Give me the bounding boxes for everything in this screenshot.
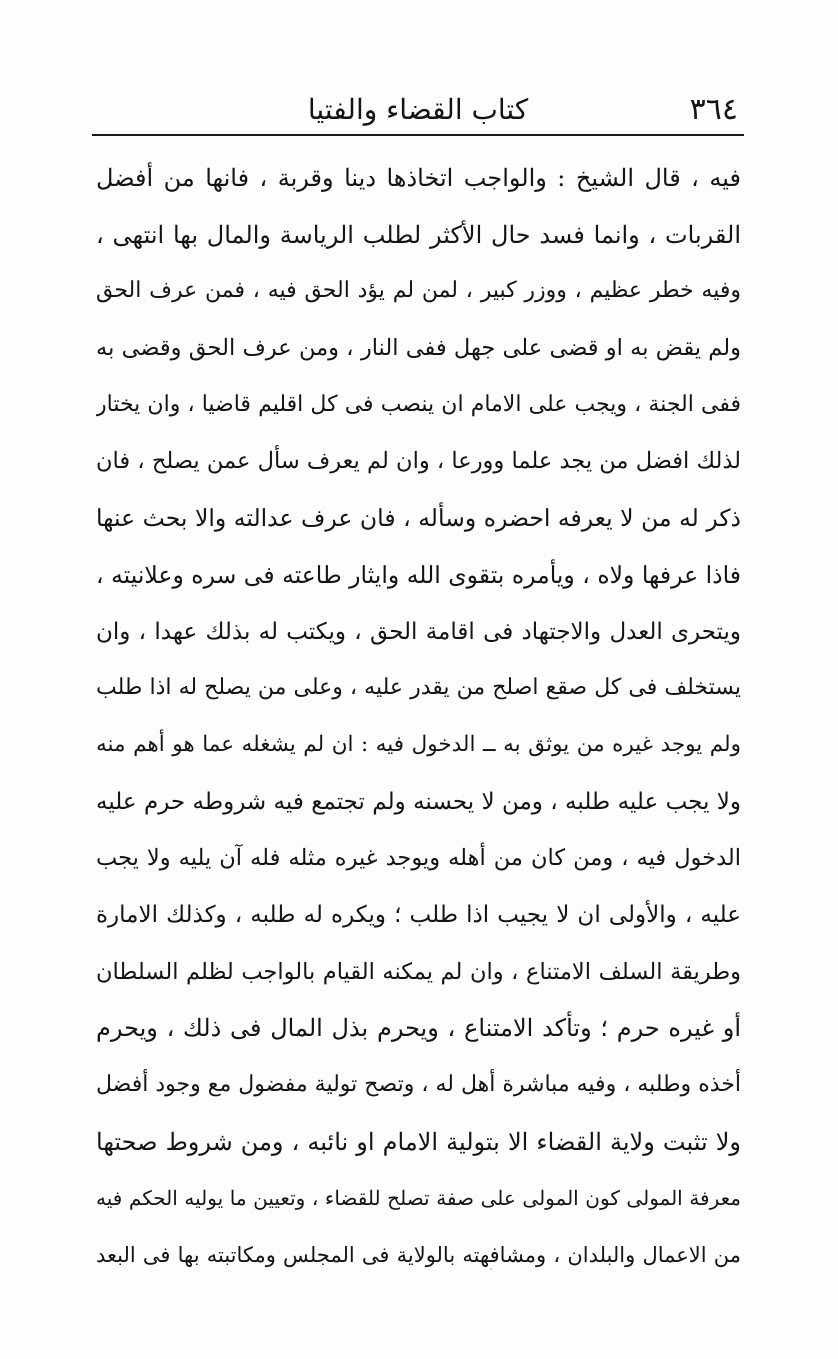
text-line: فيه ، قال الشيخ : والواجب اتخاذها دينا وقربة ، فانها من أفضل <box>96 164 741 192</box>
page-number: ٣٦٤ <box>689 92 738 127</box>
running-title: كتاب القضاء والفتيا <box>307 93 529 126</box>
text-line: وفيه خطر عظيم ، ووزر كبير ، لمن لم يؤد الحق فيه ، فمن عرف الحق <box>96 278 741 304</box>
text-line: فاذا عرفها ولاه ، ويأمره بتقوى الله وايثار طاعته فى سره وعلانيته ، <box>96 560 741 589</box>
text-line: ولم يقض به او قضى على جهل ففى النار ، ومن عرف الحق وقضى به <box>96 335 741 362</box>
text-line: وطريقة السلف الامتناع ، وان لم يمكنه القيام بالواجب لظلم السلطان <box>96 958 741 985</box>
page-header <box>92 88 744 134</box>
text-line: لذلك افضل من يجد علما وورعا ، وان لم يعرف سأل عمن يصلح ، فان <box>96 448 741 475</box>
text-line: ذكر له من لا يعرفه احضره وسأله ، فان عرف عدالته والا بحث عنها <box>96 504 741 533</box>
text-line: ولا تثبت ولاية القضاء الا بتولية الامام او نائبه ، ومن شروط صحتها <box>96 1127 741 1156</box>
header-rule <box>92 134 744 136</box>
body-text <box>96 150 741 1284</box>
text-line: يستخلف فى كل صقع اصلح من يقدر عليه ، وعلى من يصلح له اذا طلب <box>96 675 741 701</box>
text-line: ففى الجنة ، ويجب على الامام ان ينصب فى كل اقليم قاضيا ، وان يختار <box>96 391 741 417</box>
text-line: أخذه وطلبه ، وفيه مباشرة أهل له ، وتصح تولية مفضول مع وجود أفضل <box>96 1072 741 1097</box>
text-line: القربات ، وانما فسد حال الأكثر لطلب الرياسة والمال بها انتهى ، <box>96 220 741 249</box>
paper-speck <box>490 1268 492 1270</box>
text-line: أو غيره حرم ؛ وتأكد الامتناع ، ويحرم بذل المال فى ذلك ، ويحرم <box>96 1014 741 1043</box>
text-line: ولم يوجد غيره من يوثق به ــ الدخول فيه : ان لم يشغله عما هو أهم منه <box>96 731 741 757</box>
text-line: معرفة المولى كون المولى على صفة تصلح للقضاء ، وتعيين ما يوليه الحكم فيه <box>96 1186 741 1211</box>
text-line: عليه ، والأولى ان لا يجيب اذا طلب ؛ ويكره له طلبه ، وكذلك الامارة <box>96 901 741 928</box>
text-line: ويتحرى العدل والاجتهاد فى اقامة الحق ، ويكتب له بذلك عهدا ، وان <box>96 618 741 645</box>
text-line: ولا يجب عليه طلبه ، ومن لا يحسنه ولم تجتمع فيه شروطه حرم عليه <box>96 788 741 815</box>
text-line: من الاعمال والبلدان ، ومشافهته بالولاية فى المجلس ومكاتبته بها فى البعد <box>96 1243 741 1268</box>
text-line: الدخول فيه ، ومن كان من أهله ويوجد غيره مثله فله آن يليه ولا يجب <box>96 845 741 872</box>
